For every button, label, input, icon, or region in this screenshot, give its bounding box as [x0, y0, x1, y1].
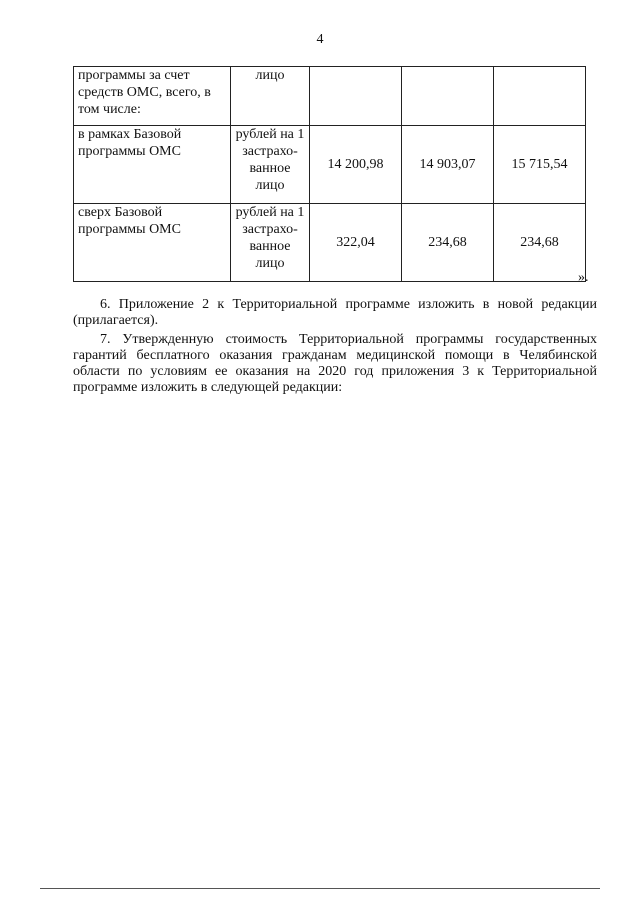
value-cell-2021: 234,68: [402, 204, 494, 282]
paragraph-item-6: 6. Приложение 2 к Территориальной программе изложить в новой редакции (прилагается).: [73, 297, 597, 328]
table-row: [74, 126, 586, 204]
footer-divider: [40, 888, 600, 889]
row-label: в рамках Базовой программы ОМС: [74, 126, 231, 204]
page-number: 4: [316, 32, 324, 47]
value-cell-2021: [402, 67, 494, 126]
value-cell-2022: [494, 67, 586, 126]
row-unit: рублей на 1 застрахо-ванное лицо: [231, 204, 310, 282]
paragraph-item-7: 7. Утвержденную стоимость Территориальной программы государственных гарантий бесплатного оказания гражданам медицинской помощи в Челябинской области по условиям ее оказания на 2020 год приложения 3 к Территориальной программе изложить в следующей редакции:: [73, 332, 597, 395]
closing-quote: ».: [578, 270, 589, 285]
row-unit: лицо: [231, 67, 310, 126]
table-row: [74, 204, 586, 282]
cost-table: [73, 66, 586, 282]
row-label: сверх Базовой программы ОМС: [74, 204, 231, 282]
value-cell-2020: [310, 67, 402, 126]
table-row: [74, 67, 586, 126]
value-cell-2022: 15 715,54: [494, 126, 586, 204]
row-unit: рублей на 1 застрахо-ванное лицо: [231, 126, 310, 204]
value-cell-2020: 322,04: [310, 204, 402, 282]
value-cell-2021: 14 903,07: [402, 126, 494, 204]
value-cell-2022: 234,68: [494, 204, 586, 282]
value-cell-2020: 14 200,98: [310, 126, 402, 204]
row-label: программы за счет средств ОМС, всего, в том числе:: [74, 67, 231, 126]
